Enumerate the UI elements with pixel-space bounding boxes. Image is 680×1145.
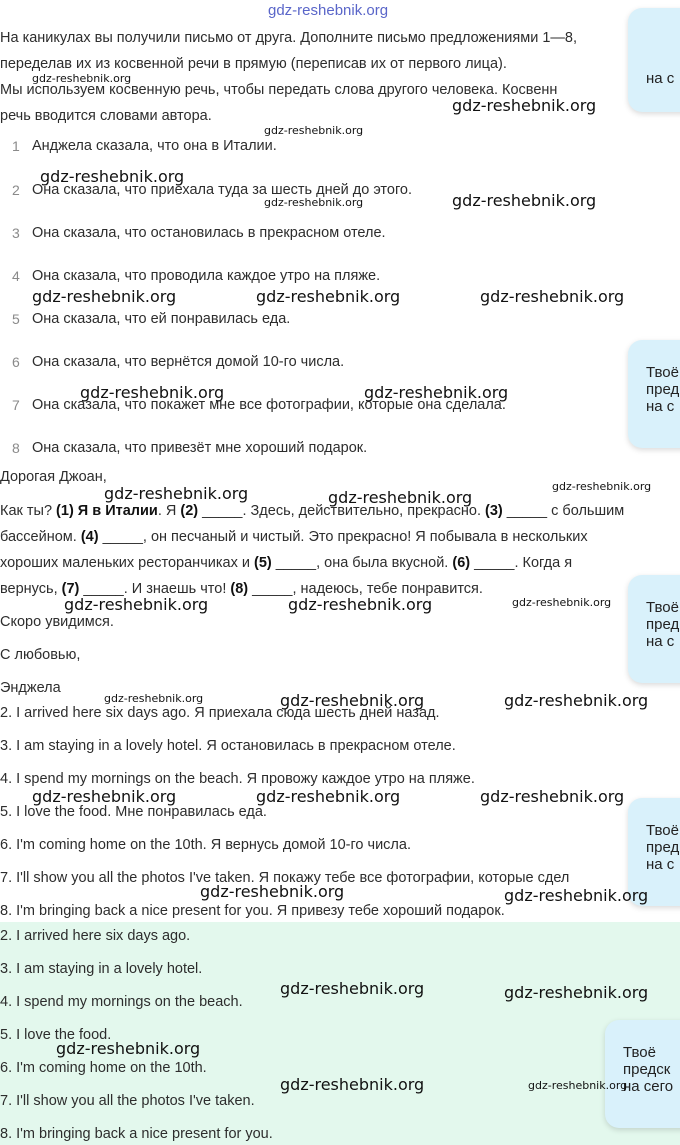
- watermark: gdz-reshebnik.org: [504, 691, 649, 710]
- watermark: gdz-reshebnik.org: [264, 124, 364, 137]
- answer-short: 4. I spend my mornings on the beach.: [0, 994, 243, 1010]
- watermark: gdz-reshebnik.org: [264, 196, 364, 209]
- promo-card[interactable]: [628, 8, 680, 112]
- answer-short: 3. I am staying in a lovely hotel.: [0, 961, 203, 977]
- statement-number: 1: [12, 138, 20, 154]
- letter-line-4: вернусь, (7) _____. И знаешь что! (8) _____, надеюсь, тебе понравится.: [0, 581, 483, 597]
- watermark: gdz-reshebnik.org: [504, 983, 649, 1002]
- promo-card-text: на с: [646, 398, 675, 415]
- answer-full: 2. I arrived here six days ago. Я приехала сюда шесть дней назад.: [0, 705, 440, 721]
- promo-card-text: пред: [646, 839, 680, 856]
- promo-card-text: Твоё: [623, 1044, 656, 1061]
- letter-closing: Скоро увидимся.: [0, 614, 114, 630]
- watermark: gdz-reshebnik.org: [256, 287, 401, 306]
- watermark: gdz-reshebnik.org: [480, 787, 625, 806]
- watermark: gdz-reshebnik.org: [40, 167, 185, 186]
- statement-number: 7: [12, 397, 20, 413]
- watermark: gdz-reshebnik.org: [480, 287, 625, 306]
- statement-text: Она сказала, что привезёт мне хороший подарок.: [32, 440, 368, 456]
- header-watermark: gdz-reshebnik.org: [268, 2, 389, 19]
- intro-line-3: Мы используем косвенную речь, чтобы передать слова другого человека. Косвенн: [0, 82, 558, 98]
- letter-greeting: Дорогая Джоан,: [0, 469, 107, 485]
- statement-number: 3: [12, 225, 20, 241]
- promo-card-text: Твоё: [646, 822, 679, 839]
- promo-card-text: предск: [623, 1061, 671, 1078]
- watermark: gdz-reshebnik.org: [280, 979, 425, 998]
- watermark: gdz-reshebnik.org: [512, 596, 612, 609]
- letter-line-3: хороших маленьких ресторанчиках и (5) _____, она была вкусной. (6) _____. Когда я: [0, 555, 573, 571]
- letter-regards: С любовью,: [0, 647, 81, 663]
- watermark: gdz-reshebnik.org: [452, 96, 597, 115]
- watermark: gdz-reshebnik.org: [32, 72, 132, 85]
- statement-text: Она сказала, что проводила каждое утро на пляже.: [32, 268, 381, 284]
- watermark: gdz-reshebnik.org: [280, 1075, 425, 1094]
- promo-card-text: Твоё: [646, 599, 679, 616]
- answer-full: 4. I spend my mornings on the beach. Я провожу каждое утро на пляже.: [0, 771, 475, 787]
- watermark: gdz-reshebnik.org: [288, 595, 433, 614]
- watermark: gdz-reshebnik.org: [364, 383, 509, 402]
- watermark: gdz-reshebnik.org: [104, 692, 204, 705]
- letter-line-1: Как ты? (1) Я в Италии. Я (2) _____. Здесь, действительно, прекрасно. (3) _____ с большим: [0, 503, 625, 519]
- watermark: gdz-reshebnik.org: [80, 383, 225, 402]
- answer-full: 5. I love the food. Мне понравилась еда.: [0, 804, 267, 820]
- promo-card[interactable]: [628, 340, 680, 448]
- watermark: gdz-reshebnik.org: [504, 886, 649, 905]
- watermark: gdz-reshebnik.org: [200, 882, 345, 901]
- answer-short: 6. I'm coming home on the 10th.: [0, 1060, 207, 1076]
- watermark: gdz-reshebnik.org: [256, 787, 401, 806]
- promo-card[interactable]: [628, 575, 680, 683]
- watermark: gdz-reshebnik.org: [64, 595, 209, 614]
- statement-text: Она сказала, что приехала туда за шесть дней до этого.: [32, 182, 413, 198]
- answer-short: 5. I love the food.: [0, 1027, 112, 1043]
- intro-line-4: речь вводится словами автора.: [0, 108, 212, 124]
- promo-card-text: на с: [646, 70, 675, 87]
- letter-signature: Энджела: [0, 680, 61, 696]
- letter-line-2: бассейном. (4) _____, он песчаный и чистый. Это прекрасно! Я побывала в нескольких: [0, 529, 588, 545]
- statement-number: 6: [12, 354, 20, 370]
- watermark: gdz-reshebnik.org: [280, 691, 425, 710]
- promo-card-text: Твоё: [646, 364, 679, 381]
- watermark: gdz-reshebnik.org: [328, 488, 473, 507]
- statement-text: Она сказала, что ей понравилась еда.: [32, 311, 291, 327]
- statement-text: Она сказала, что остановилась в прекрасном отеле.: [32, 225, 386, 241]
- watermark: gdz-reshebnik.org: [32, 787, 177, 806]
- answer-full: 3. I am staying in a lovely hotel. Я остановилась в прекрасном отеле.: [0, 738, 456, 754]
- promo-card-text: на с: [646, 856, 675, 873]
- answer-full: 6. I'm coming home on the 10th. Я вернусь домой 10-го числа.: [0, 837, 411, 853]
- statement-text: Она сказала, что покажет мне все фотографии, которые она сделала.: [32, 397, 506, 413]
- statement-number: 8: [12, 440, 20, 456]
- statement-number: 4: [12, 268, 20, 284]
- promo-card-text: пред: [646, 616, 680, 633]
- promo-card[interactable]: [605, 1020, 680, 1128]
- watermark: gdz-reshebnik.org: [552, 480, 652, 493]
- promo-card-text: на сего: [623, 1078, 674, 1095]
- statement-text: Она сказала, что вернётся домой 10-го числа.: [32, 354, 345, 370]
- intro-line-2: переделав их из косвенной речи в прямую (переписав их от первого лица).: [0, 56, 507, 72]
- statement-number: 2: [12, 182, 20, 198]
- promo-card-text: на с: [646, 633, 675, 650]
- answer-short: 2. I arrived here six days ago.: [0, 928, 191, 944]
- answer-full: 7. I'll show you all the photos I've taken. Я покажу тебе все фотографии, которые сдел: [0, 870, 570, 886]
- intro-line-1: На каникулах вы получили письмо от друга. Дополните письмо предложениями 1—8,: [0, 30, 578, 46]
- answer-full: 8. I'm bringing back a nice present for you. Я привезу тебе хороший подарок.: [0, 903, 505, 919]
- promo-card-text: пред: [646, 381, 680, 398]
- statement-text: Анджела сказала, что она в Италии.: [32, 138, 277, 154]
- watermark: gdz-reshebnik.org: [56, 1039, 201, 1058]
- watermark: gdz-reshebnik.org: [528, 1079, 628, 1092]
- watermark: gdz-reshebnik.org: [452, 191, 597, 210]
- watermark: gdz-reshebnik.org: [104, 484, 249, 503]
- answer-short: 8. I'm bringing back a nice present for you.: [0, 1126, 273, 1142]
- answer-short: 7. I'll show you all the photos I've taken.: [0, 1093, 255, 1109]
- watermark: gdz-reshebnik.org: [32, 287, 177, 306]
- statement-number: 5: [12, 311, 20, 327]
